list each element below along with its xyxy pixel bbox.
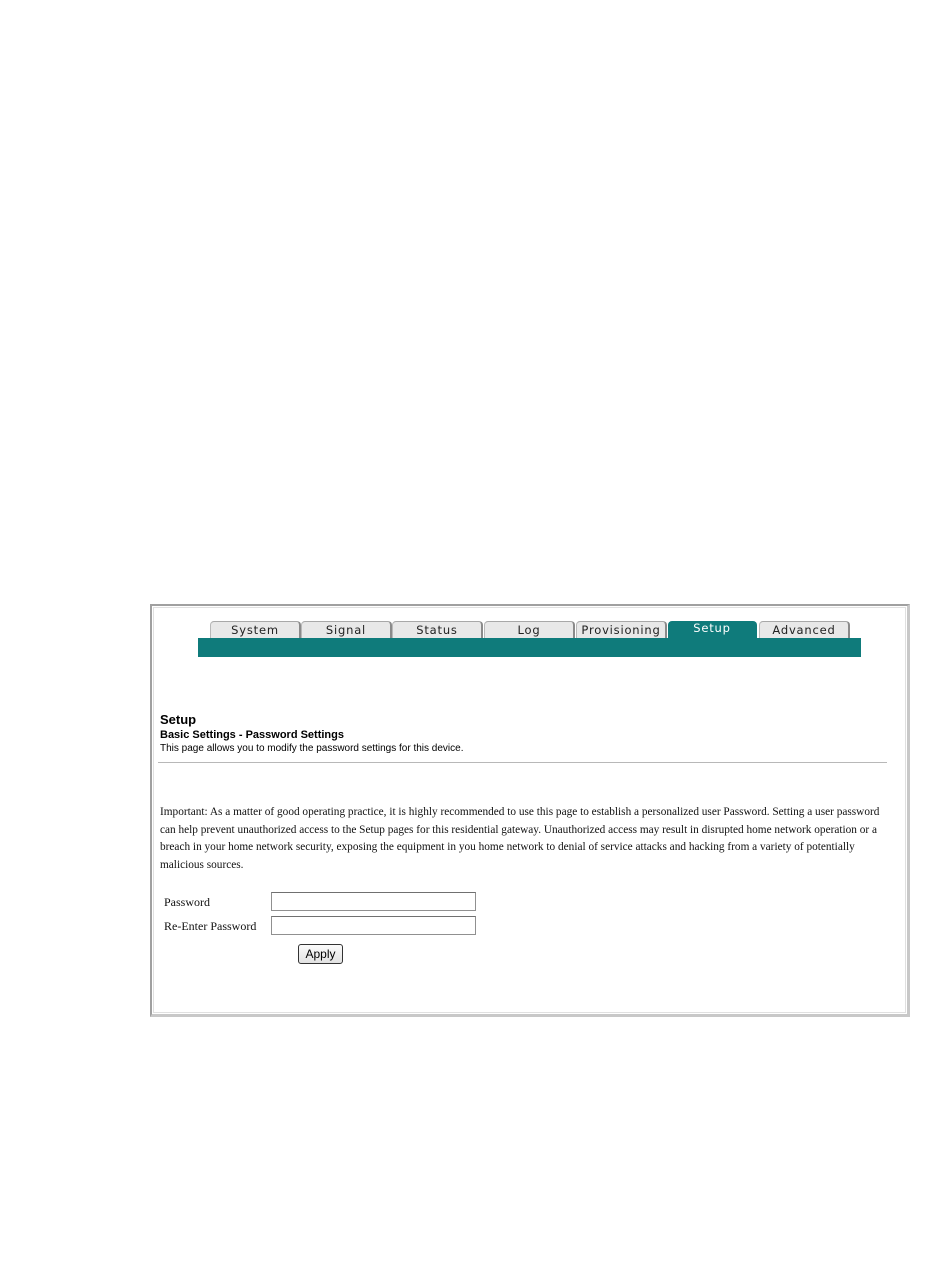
tab-advanced[interactable]: Advanced — [759, 621, 850, 638]
important-notice: Important: As a matter of good operating practice, it is highly recommended to use this page to establish a personalized user Password. Setting a user password can help prevent unauthorized access to the Setup pages for this residential gateway. Unauthorized access may result in disrupted home network operation or a breach in your home network security, exposing the equipment in you home network to denial of service attacks and hacking from a variety of potentially malicious sources. — [160, 806, 880, 871]
page-title: Setup — [160, 712, 197, 727]
section-divider — [158, 762, 887, 763]
nav-accent-bar — [198, 638, 861, 657]
router-setup-panel — [150, 604, 910, 1017]
tab-setup[interactable]: Setup — [668, 621, 757, 638]
password-label: Password — [164, 895, 211, 909]
reenter-password-field[interactable] — [271, 916, 476, 935]
nav-tabs — [210, 621, 870, 638]
tab-status[interactable]: Status — [392, 621, 483, 638]
tab-signal[interactable]: Signal — [301, 621, 392, 638]
page-subtitle: Basic Settings - Password Settings — [160, 729, 344, 741]
page-description: This page allows you to modify the password settings for this device. — [160, 743, 464, 754]
tab-log[interactable]: Log — [484, 621, 575, 638]
tab-provisioning[interactable]: Provisioning — [576, 621, 667, 638]
password-field[interactable] — [271, 892, 476, 911]
apply-button[interactable]: Apply — [298, 944, 343, 964]
tab-system[interactable]: System — [210, 621, 301, 638]
reenter-password-label: Re-Enter Password — [164, 919, 257, 933]
